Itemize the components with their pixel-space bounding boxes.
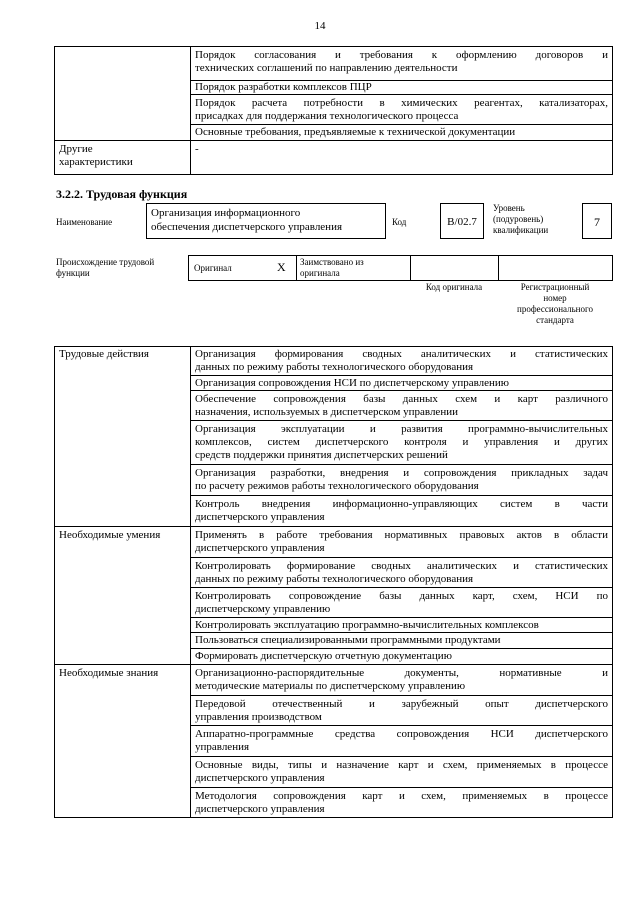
text-line: управления <box>195 741 250 753</box>
level-value: 7 <box>594 215 600 229</box>
code-label: Код <box>392 217 407 227</box>
top-row <box>191 126 612 139</box>
level-label: Уровень (подуровень) квалификации <box>493 203 549 235</box>
text-line: комплексов, систем диспетчерского контроля и управления и других <box>195 436 608 448</box>
text-line: Применять в работе требования нормативных правовых актов в области <box>195 529 608 541</box>
group-label-labor-actions: Трудовые действия <box>59 348 149 360</box>
text-line: диспетчерского управления <box>195 511 325 523</box>
text-line: Порядок разработки комплексов ПЦР <box>195 81 372 93</box>
text-line: Передовой отечественный и зарубежный опыт диспетчерского <box>195 698 608 710</box>
table-row <box>191 498 612 524</box>
other-characteristics-value: - <box>195 143 199 155</box>
origin-label: Происхождение трудовой функции <box>56 257 155 278</box>
text-line: данных по режиму работы технологического оборудования <box>195 361 474 373</box>
text-line: диспетчерского управления <box>195 542 325 554</box>
text-line: Пользоваться специализированными программными продуктами <box>195 634 501 646</box>
table-row <box>191 529 612 555</box>
top-row <box>191 81 612 94</box>
text-line: Аппаратно-программные средства сопровождения НСИ диспетчерского <box>195 728 608 740</box>
text-line: средств поддержки принятия диспетчерских решений <box>195 449 448 461</box>
code-box <box>440 203 484 239</box>
text-line: диспетчерского управления <box>195 772 325 784</box>
table-row <box>191 423 612 462</box>
table-row <box>191 560 612 586</box>
text-line: Организация формирования сводных аналитических и статистических <box>195 348 608 360</box>
name-label: Наименование <box>56 217 113 227</box>
text-line: Контроль внедрения информационно-управляющих систем в части <box>195 498 608 510</box>
table-row <box>191 467 612 493</box>
top-row <box>191 49 612 75</box>
text-line: по расчету режимов работы технологического оборудования <box>195 480 479 492</box>
table-row <box>191 590 612 616</box>
table-row <box>191 790 612 816</box>
text-line: Обеспечение сопровождения базы данных схем и карт различного <box>195 393 608 405</box>
text-line: Контролировать эксплуатацию программно-вычислительных комплексов <box>195 619 539 631</box>
text-line: диспетчерскому управлению <box>195 603 331 615</box>
text-line: Формировать диспетчерскую отчетную документацию <box>195 650 452 662</box>
table-row <box>191 667 612 693</box>
text-line: управления производством <box>195 711 322 723</box>
text-line: Организация сопровождения НСИ по диспетчерскому управлению <box>195 377 510 389</box>
text-line: Организация эксплуатации и развития программно-вычислительных <box>195 423 608 435</box>
original-mark: X <box>277 260 286 274</box>
text-line: данных по режиму работы технологического оборудования <box>195 573 474 585</box>
table-row <box>191 348 612 374</box>
original-label: Оригинал <box>194 263 232 273</box>
table-row <box>191 634 612 647</box>
text-line: Контролировать формирование сводных аналитических и статистических <box>195 560 608 572</box>
table-row <box>191 377 612 390</box>
other-characteristics-label: Другие характеристики <box>59 143 133 168</box>
table-row <box>191 393 612 419</box>
text-line: Порядок согласования и требования к оформлению договоров и <box>195 49 608 61</box>
code-value: B/02.7 <box>447 216 477 228</box>
table-row <box>191 759 612 785</box>
text-line: Порядок расчета потребности в химических реагентах, катализаторах, <box>195 97 608 109</box>
function-name-line: Организация информационного <box>151 207 301 219</box>
text-line: Организационно-распорядительные документы, нормативные и <box>195 667 608 679</box>
text-line: Методология сопровождения карт и схем, применяемых в процессе <box>195 790 608 802</box>
group-label-skills: Необходимые умения <box>59 529 161 541</box>
text-line: назначения, используемых в диспетчерском управлении <box>195 406 458 418</box>
text-line: методические материалы по диспетчерскому управлению <box>195 680 466 692</box>
borrowed-label: Заимствовано из оригинала <box>300 257 364 278</box>
table-row <box>191 728 612 754</box>
text-line: Организация разработки, внедрения и сопровождения прикладных задач <box>195 467 608 479</box>
code-original-caption: Код оригинала <box>425 282 483 292</box>
text-line: диспетчерского управления <box>195 803 325 815</box>
top-row <box>191 97 612 123</box>
table-row <box>191 698 612 724</box>
reg-number-caption: Регистрационный номер профессионального стандарта <box>517 282 593 325</box>
function-name-line: обеспечения диспетчерского управления <box>151 221 343 233</box>
function-name-box <box>146 203 386 239</box>
text-line: технических соглашений по направлению деятельности <box>195 62 458 74</box>
table-row <box>191 619 612 632</box>
table-row <box>191 650 612 663</box>
section-title: 3.2.2. Трудовая функция <box>56 187 188 201</box>
text-line: Основные виды, типы и назначение карт и схем, применяемых в процессе <box>195 759 608 771</box>
text-line: Основные требования, предъявляемые к технической документации <box>195 126 516 138</box>
text-line: присадках для поддержания технологического процесса <box>195 110 459 122</box>
group-label-knowledge: Необходимые знания <box>59 667 159 679</box>
text-line: Контролировать сопровождение базы данных карт, схем, НСИ по <box>195 590 608 602</box>
level-box <box>582 203 612 239</box>
page-number: 14 <box>314 20 326 32</box>
